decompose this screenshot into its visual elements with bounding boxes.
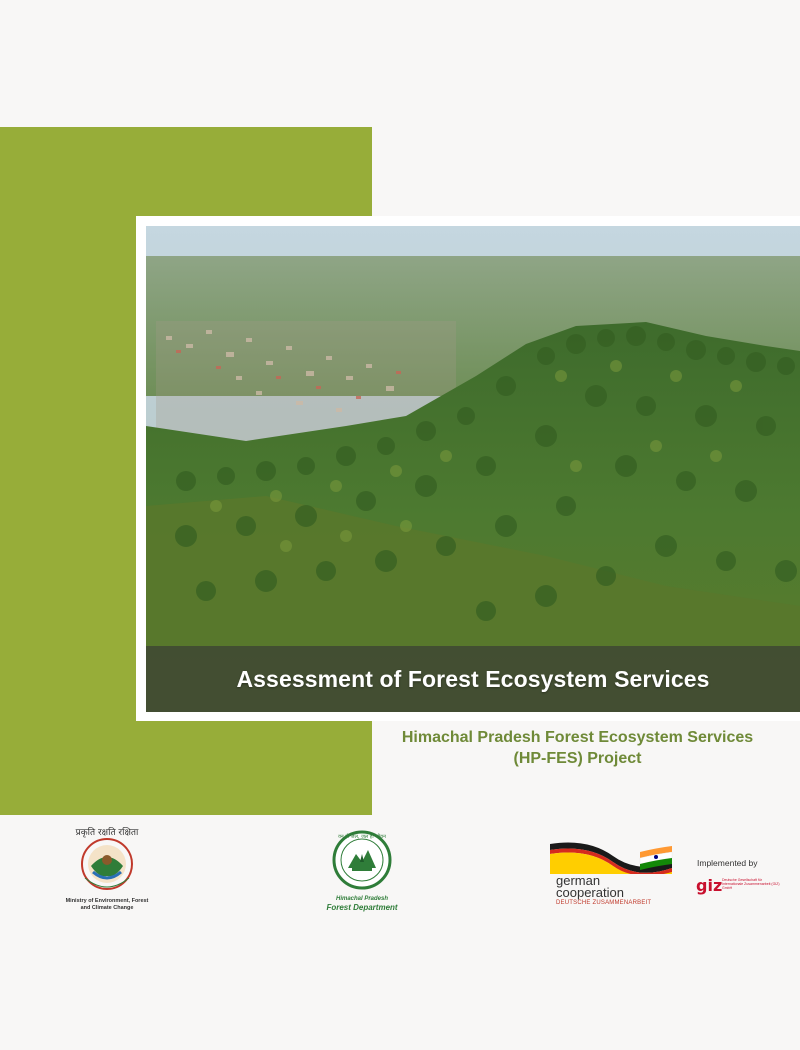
project-subtitle [380,727,775,769]
cover-photo [146,226,800,712]
hp-hindi-text: वन ही जल, जल ही जीवन [338,834,386,840]
title-band [146,646,800,712]
flag-wave-icon [548,838,678,874]
hp-forest-logo [312,828,412,912]
subtitle-line-1: Himachal Pradesh Forest Ecosystem Services [401,729,754,746]
moef-caption [52,898,162,911]
moef-hindi-text: प्रकृति रक्षति रक्षिता [75,828,139,838]
cover-title: Assessment of Forest Ecosystem Services [236,665,710,692]
gc-word-deutsche: DEUTSCHE ZUSAMMENARBEIT [556,900,652,906]
moef-logo [52,826,162,916]
moef-caption-line-1: Ministry of Environment, Forest [65,898,149,904]
giz-fullname: Deutsche Gesellschaft für Internationale Zusammenarbeit (GIZ) GmbH [722,878,780,890]
subtitle-line-2: (HP-FES) Project [513,750,642,767]
moef-caption-line-2: and Climate Change [80,904,134,911]
hp-caption-line-1: Himachal Pradesh [335,896,389,902]
hp-caption-line-2: Forest Department [326,903,398,912]
gc-word-cooperation: cooperation [556,885,624,900]
german-cooperation-logo [548,838,678,913]
forest-hill-illustration [146,226,800,712]
giz-logo [694,858,794,908]
gc-word-german: german [556,873,601,888]
moef-emblem-icon [71,826,143,892]
hp-forest-emblem-icon [330,828,394,890]
implemented-by-label: Implemented by [697,858,758,868]
giz-wordmark: giz [696,876,723,895]
